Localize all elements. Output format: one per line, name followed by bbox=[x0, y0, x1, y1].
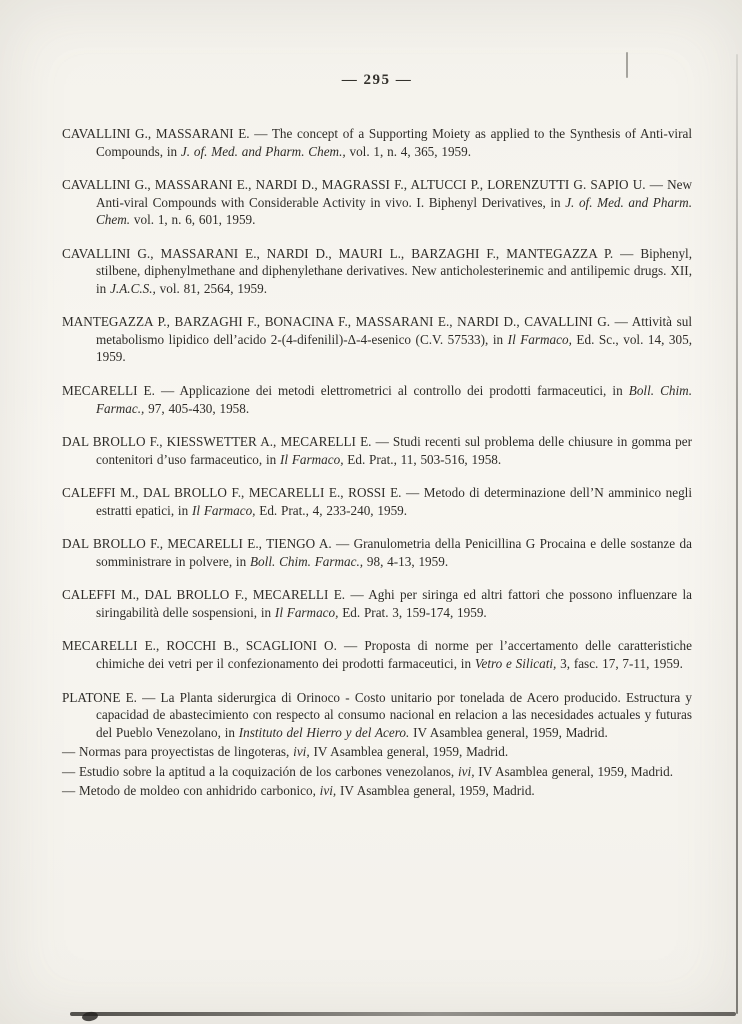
entry-text: CAVALLINI G., MASSARANI E. — The concept of a Supporting Moiety as applied to the Synthesis of Anti-viral Compounds, in bbox=[62, 126, 692, 159]
bibliography-entry bbox=[62, 313, 692, 366]
entry-text: IV Asamblea general, 1959, Madrid. bbox=[409, 724, 608, 740]
entry-text: IV Asamblea general, 1959, Madrid. bbox=[474, 763, 674, 779]
bibliography-entry bbox=[62, 176, 692, 229]
work-title-italic: Boll. Chim. Farmac., bbox=[96, 383, 692, 416]
entry-text: Ed. Sc., vol. 14, 305, 1959. bbox=[96, 331, 692, 365]
entry-text: IV Asamblea general, 1959, Madrid. bbox=[336, 783, 535, 799]
scan-artifact-bottom-left bbox=[81, 1011, 98, 1022]
entry-text: 98, 4-13, 1959. bbox=[363, 553, 449, 569]
entry-text: — Estudio sobre la aptitud a la coquización de los carbones venezolanos, bbox=[62, 763, 459, 779]
bibliography-entry bbox=[62, 637, 692, 672]
bibliography-entry-dash bbox=[62, 763, 692, 781]
entry-text: IV Asamblea general, 1959, Madrid. bbox=[309, 744, 509, 760]
entry-text: — Metodo de moldeo con anhidrido carbonico, bbox=[62, 783, 320, 799]
entry-text: Ed. Prat. 3, 159-174, 1959. bbox=[338, 604, 487, 620]
bibliography-entry bbox=[62, 535, 692, 570]
entry-text: MECARELLI E. — Applicazione dei metodi elettrometrici al controllo dei prodotti farmaceutici, in bbox=[62, 383, 629, 399]
bibliography-entry-dash bbox=[62, 782, 692, 800]
bibliography-entry-dash bbox=[62, 743, 692, 761]
work-title-italic: J.A.C.S., bbox=[110, 280, 156, 296]
entry-text: 3, fasc. 17, 7-11, 1959. bbox=[556, 656, 683, 672]
entry-text: CAVALLINI G., MASSARANI E., NARDI D., MAURI L., BARZAGHI F., MANTEGAZZA P. — Biphenyl, stilbene, diphenylmethane and diphenylethane derivatives. New anticholesterinemic and antilipemic drugs. XII, in bbox=[62, 245, 692, 296]
entry-text: MECARELLI E., ROCCHI B., SCAGLIONI O. — Proposta di norme per l’accertamento delle caratteristiche chimiche dei vetri per il confezionamento dei prodotti farmaceutici, in bbox=[62, 638, 692, 672]
bibliography-entry bbox=[62, 586, 692, 621]
bibliography-entry bbox=[62, 689, 692, 742]
work-title-italic: Il Farmaco, bbox=[191, 502, 256, 518]
work-title-italic: Il Farmaco, bbox=[280, 451, 344, 467]
bibliography-list bbox=[62, 125, 692, 800]
work-title-italic: Il Farmaco, bbox=[507, 331, 572, 347]
bibliography-entry bbox=[62, 484, 692, 519]
entry-text: CALEFFI M., DAL BROLLO F., MECARELLI E., ROSSI E. — Metodo di determinazione dell’N amminico negli estratti epatici, in bbox=[62, 485, 692, 518]
entry-text: MANTEGAZZA P., BARZAGHI F., BONACINA F., MASSARANI E., NARDI D., CAVALLINI G. — Attività sul metabolismo lipidico dell’acido 2-(4-difenilil)-Δ-4-esenico (C.V. 57533), in bbox=[62, 314, 692, 347]
bibliography-entry bbox=[62, 245, 692, 298]
bibliography-entry bbox=[62, 125, 692, 160]
entry-text: DAL BROLLO F., MECARELLI E., TIENGO A. — Granulometria della Penicillina G Procaina e delle sostanze da somministrare in polvere, in bbox=[62, 536, 692, 569]
entry-text: — Normas para proyectistas de lingoteras, bbox=[62, 744, 294, 760]
entry-text: vol. 81, 2564, 1959. bbox=[155, 280, 268, 296]
work-title-italic: Il Farmaco, bbox=[274, 604, 339, 620]
work-title-italic: ivi, bbox=[319, 783, 337, 799]
entry-text: Ed. Prat., 4, 233-240, 1959. bbox=[255, 502, 408, 518]
scan-edge-bottom-line bbox=[70, 1012, 736, 1016]
entry-text: DAL BROLLO F., KIESSWETTER A., MECARELLI E. — Studi recenti sul problema delle chiusure in gomma per contenitori d’uso farmaceutico, in bbox=[62, 434, 692, 467]
work-title-italic: Boll. Chim. Farmac., bbox=[250, 553, 364, 569]
bibliography-entry bbox=[62, 433, 692, 468]
entry-text: vol. 1, n. 4, 365, 1959. bbox=[345, 143, 472, 159]
work-title-italic: ivi, bbox=[293, 744, 310, 760]
bibliography-entry bbox=[62, 382, 692, 417]
work-title-italic: J. of. Med. and Pharm. Chem. bbox=[96, 194, 692, 228]
work-title-italic: J. of. Med. and Pharm. Chem., bbox=[180, 143, 346, 159]
page-number: — 295 — bbox=[341, 72, 413, 88]
entry-text: vol. 1, n. 6, 601, 1959. bbox=[130, 212, 256, 228]
work-title-italic: Vetro e Silicati, bbox=[474, 656, 557, 672]
entry-text: Ed. Prat., 11, 503-516, 1958. bbox=[343, 451, 502, 467]
page-content bbox=[62, 72, 692, 800]
entry-text: 97, 405-430, 1958. bbox=[144, 400, 250, 416]
entry-text: CALEFFI M., DAL BROLLO F., MECARELLI E. — Aghi per siringa ed altri fattori che possono influenzare la siringabilità delle sospensioni, in bbox=[62, 587, 692, 620]
entry-text: CAVALLINI G., MASSARANI E., NARDI D., MAGRASSI F., ALTUCCI P., LORENZUTTI G. SAPIO U. — New Anti-viral Compounds with Considerable Activity in vivo. I. Biphenyl Derivatives, in bbox=[62, 177, 692, 210]
scan-edge-right-line bbox=[736, 54, 738, 1014]
work-title-italic: ivi, bbox=[458, 763, 475, 779]
entry-text: PLATONE E. — La Planta siderurgica di Orinoco - Costo unitario por tonelada de Acero producido. Estructura y capacidad de abastecimiento con respecto al consumo nacional en relacion a las necesidades actuales y futuras del Pueblo Venezolano, in bbox=[62, 689, 692, 740]
work-title-italic: Instituto del Hierro y del Acero. bbox=[238, 724, 410, 740]
